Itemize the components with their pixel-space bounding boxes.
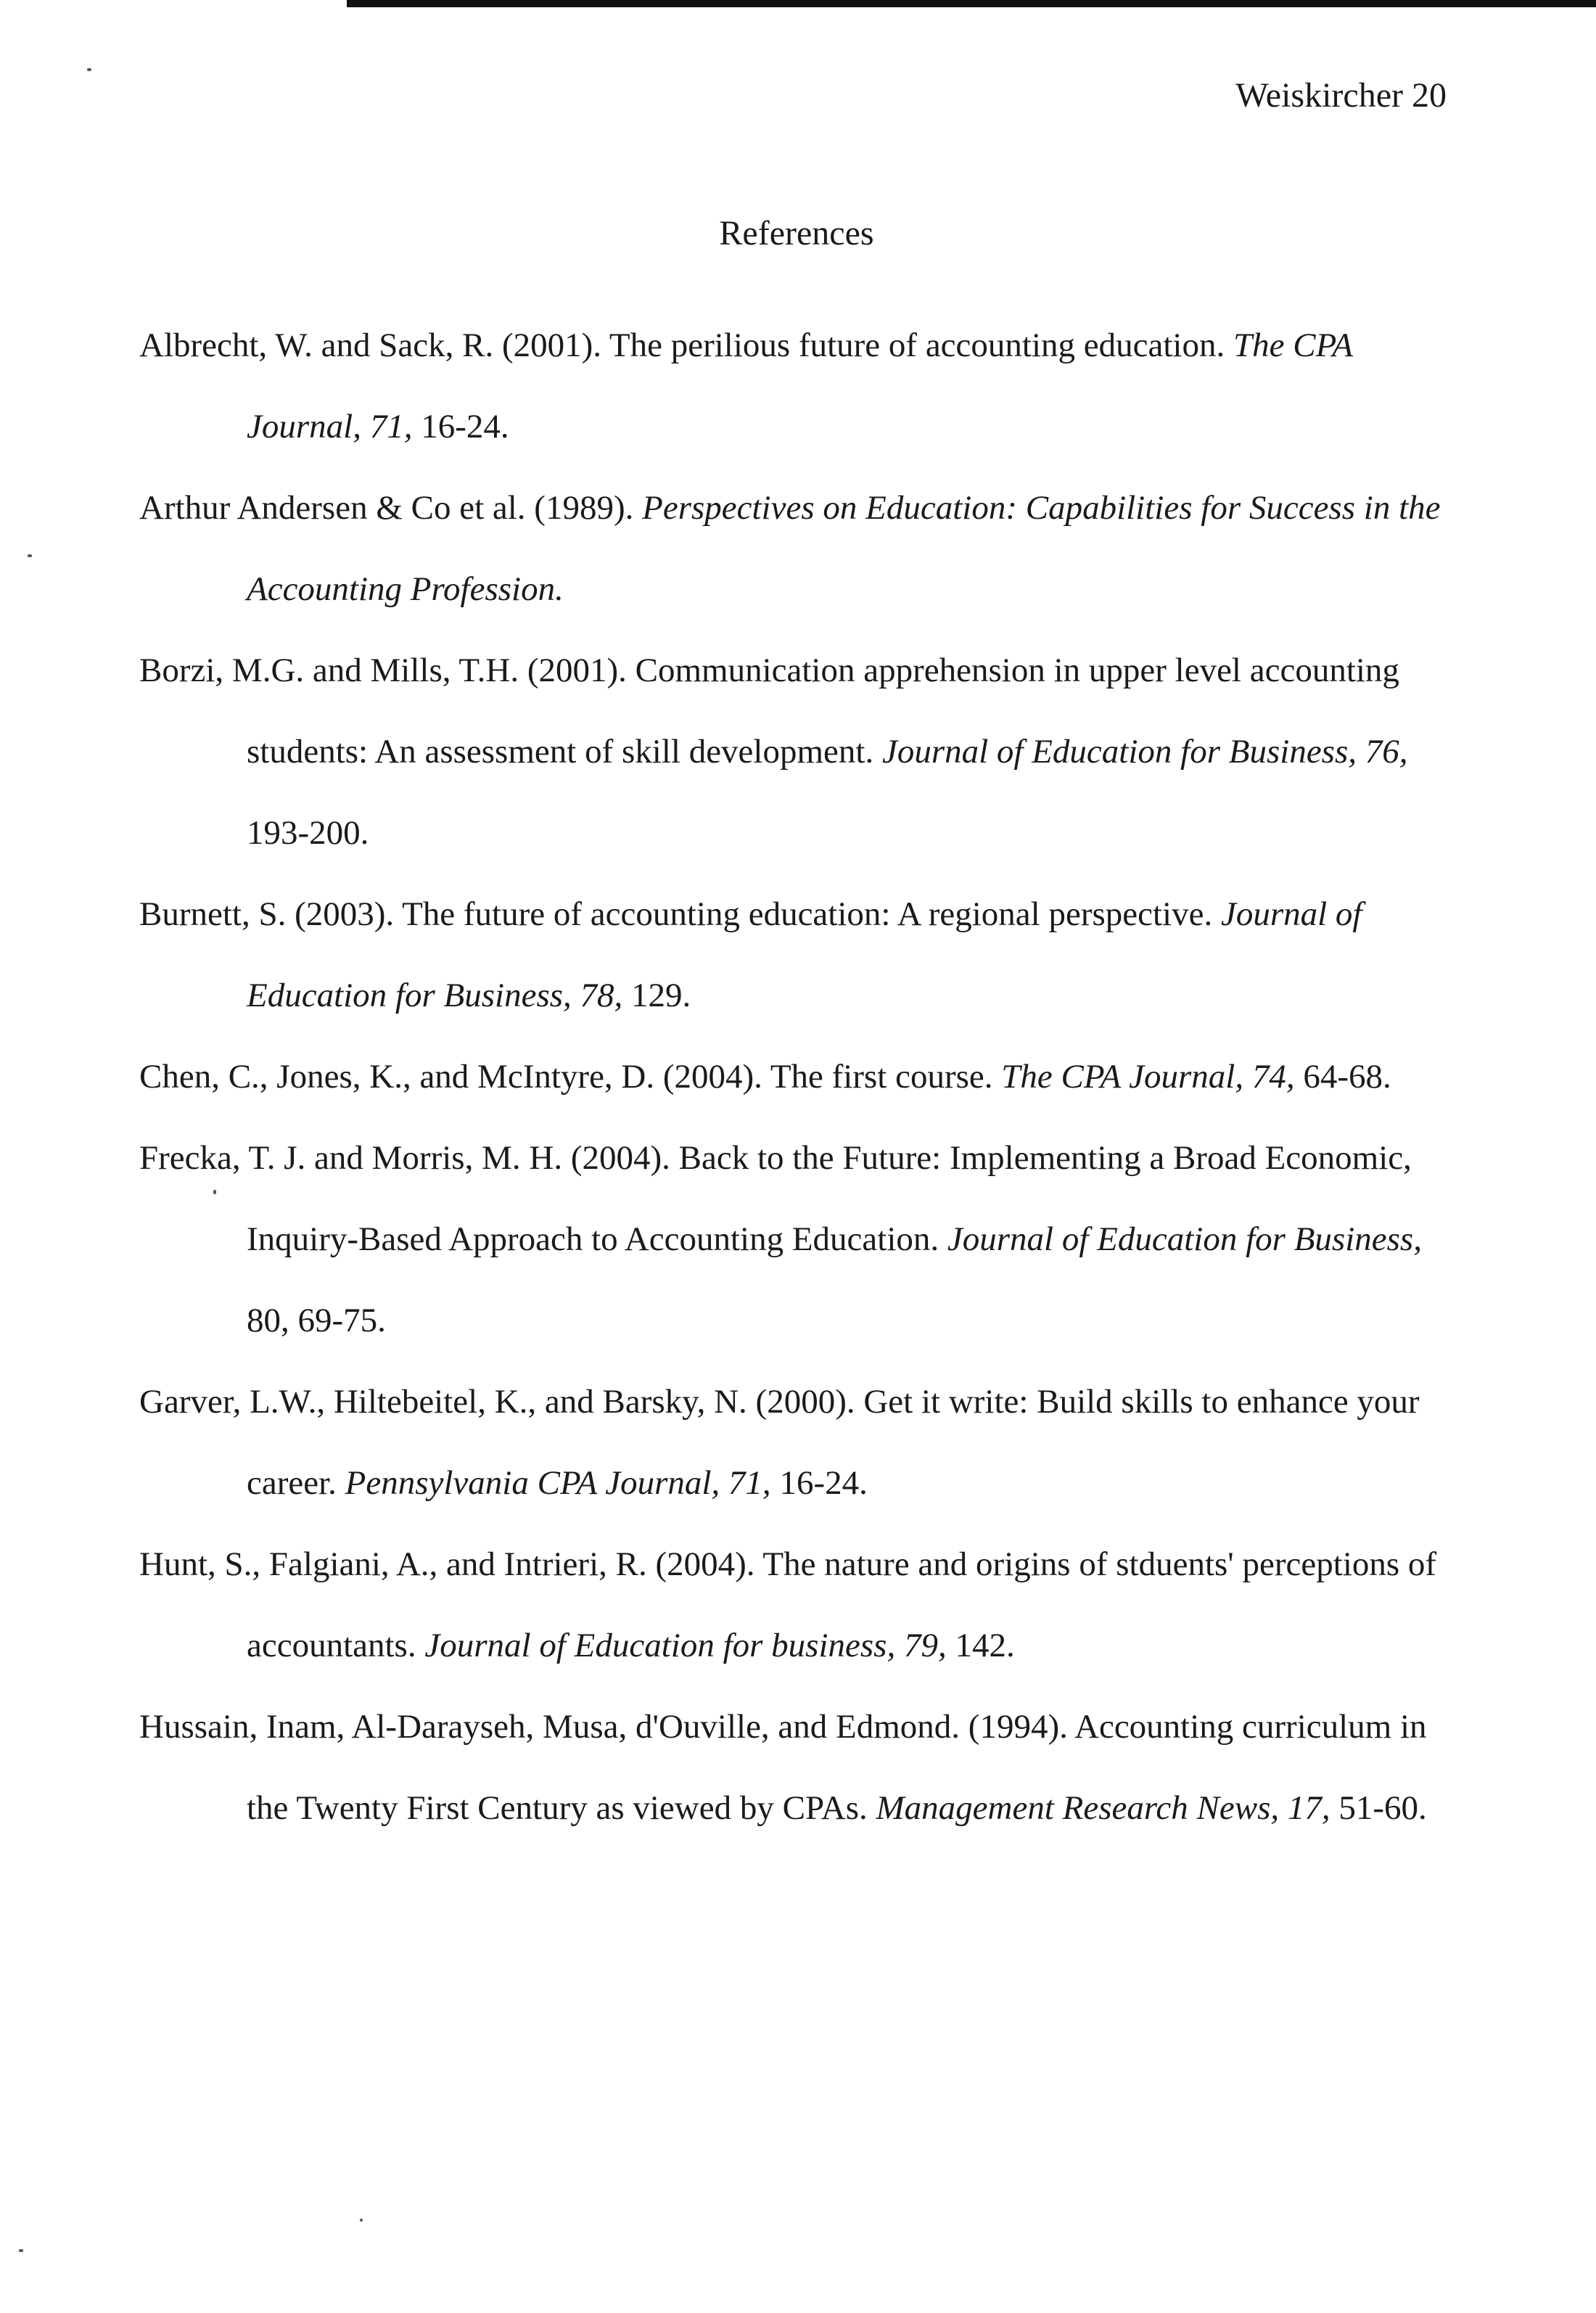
reference-source: Journal of Education for Business, 78, [247, 895, 1362, 1014]
reference-tail: 16-24. [421, 408, 509, 445]
reference-source: The CPA Journal, 74, [1001, 1058, 1295, 1096]
reference-tail: 142. [955, 1627, 1015, 1664]
scan-speck [360, 2219, 363, 2222]
reference-tail: 16-24. [779, 1464, 868, 1502]
page-title [0, 212, 1596, 255]
reference-source: Pennsylvania CPA Journal, 71, [345, 1464, 771, 1502]
reference-entry [139, 874, 1452, 1036]
reference-source: Journal of Education for Business, 76, [881, 733, 1408, 771]
reference-entry [139, 467, 1452, 630]
reference-authors-year: Arthur Andersen & Co et al. (1989). [139, 489, 634, 527]
reference-authors-year: Hunt, S., Falgiani, A., and Intrieri, R. (2004). The nature and origins of stduents' perceptions of accountants. [139, 1545, 1437, 1664]
page-title-text: References [719, 214, 874, 252]
reference-entry [139, 1361, 1452, 1524]
reference-tail: 193-200. [247, 814, 369, 852]
reference-source: Journal of Education for Business, [947, 1220, 1422, 1258]
reference-tail: 64-68. [1303, 1058, 1391, 1096]
reference-authors-year: Albrecht, W. and Sack, R. (2001). The perilious future of accounting education. [139, 326, 1225, 364]
reference-entry [139, 305, 1452, 467]
scan-speck [87, 68, 91, 71]
reference-source: Management Research News, 17, [876, 1789, 1330, 1827]
reference-entry [139, 1686, 1452, 1849]
reference-source: Journal of Education for business, 79, [424, 1627, 947, 1664]
scan-speck [28, 554, 32, 557]
reference-source: The CPA Journal, 71, [247, 326, 1353, 445]
reference-entry [139, 1036, 1452, 1117]
reference-tail: 80, 69-75. [247, 1302, 386, 1339]
scan-top-edge [347, 0, 1596, 7]
running-head: Weiskircher 20 [1235, 76, 1447, 115]
reference-list [139, 305, 1452, 1849]
reference-entry [139, 1524, 1452, 1686]
reference-entry [139, 630, 1452, 874]
reference-authors-year: Hussain, Inam, Al-Darayseh, Musa, d'Ouville, and Edmond. (1994). Accounting curriculum in the Twenty First Century as viewed by CPAs. [139, 1708, 1427, 1827]
reference-authors-year: Frecka, T. J. and Morris, M. H. (2004). Back to the Future: Implementing a Broad Economic, Inquiry-Based Approach to Accounting Education. [139, 1139, 1412, 1258]
reference-authors-year: Chen, C., Jones, K., and McIntyre, D. (2004). The first course. [139, 1058, 993, 1096]
reference-source: Perspectives on Education: Capabilities for Success in the Accounting Profession. [247, 489, 1441, 608]
scan-speck [19, 2249, 23, 2252]
reference-authors-year: Garver, L.W., Hiltebeitel, K., and Barsky, N. (2000). Get it write: Build skills to enhance your career. [139, 1383, 1420, 1502]
reference-authors-year: Burnett, S. (2003). The future of accounting education: A regional perspective. [139, 895, 1213, 933]
reference-authors-year: Borzi, M.G. and Mills, T.H. (2001). Communication apprehension in upper level accounting students: An assessment of skill development. [139, 652, 1399, 771]
reference-entry [139, 1117, 1452, 1361]
reference-tail: 51-60. [1338, 1789, 1427, 1827]
reference-tail: 129. [631, 977, 691, 1014]
